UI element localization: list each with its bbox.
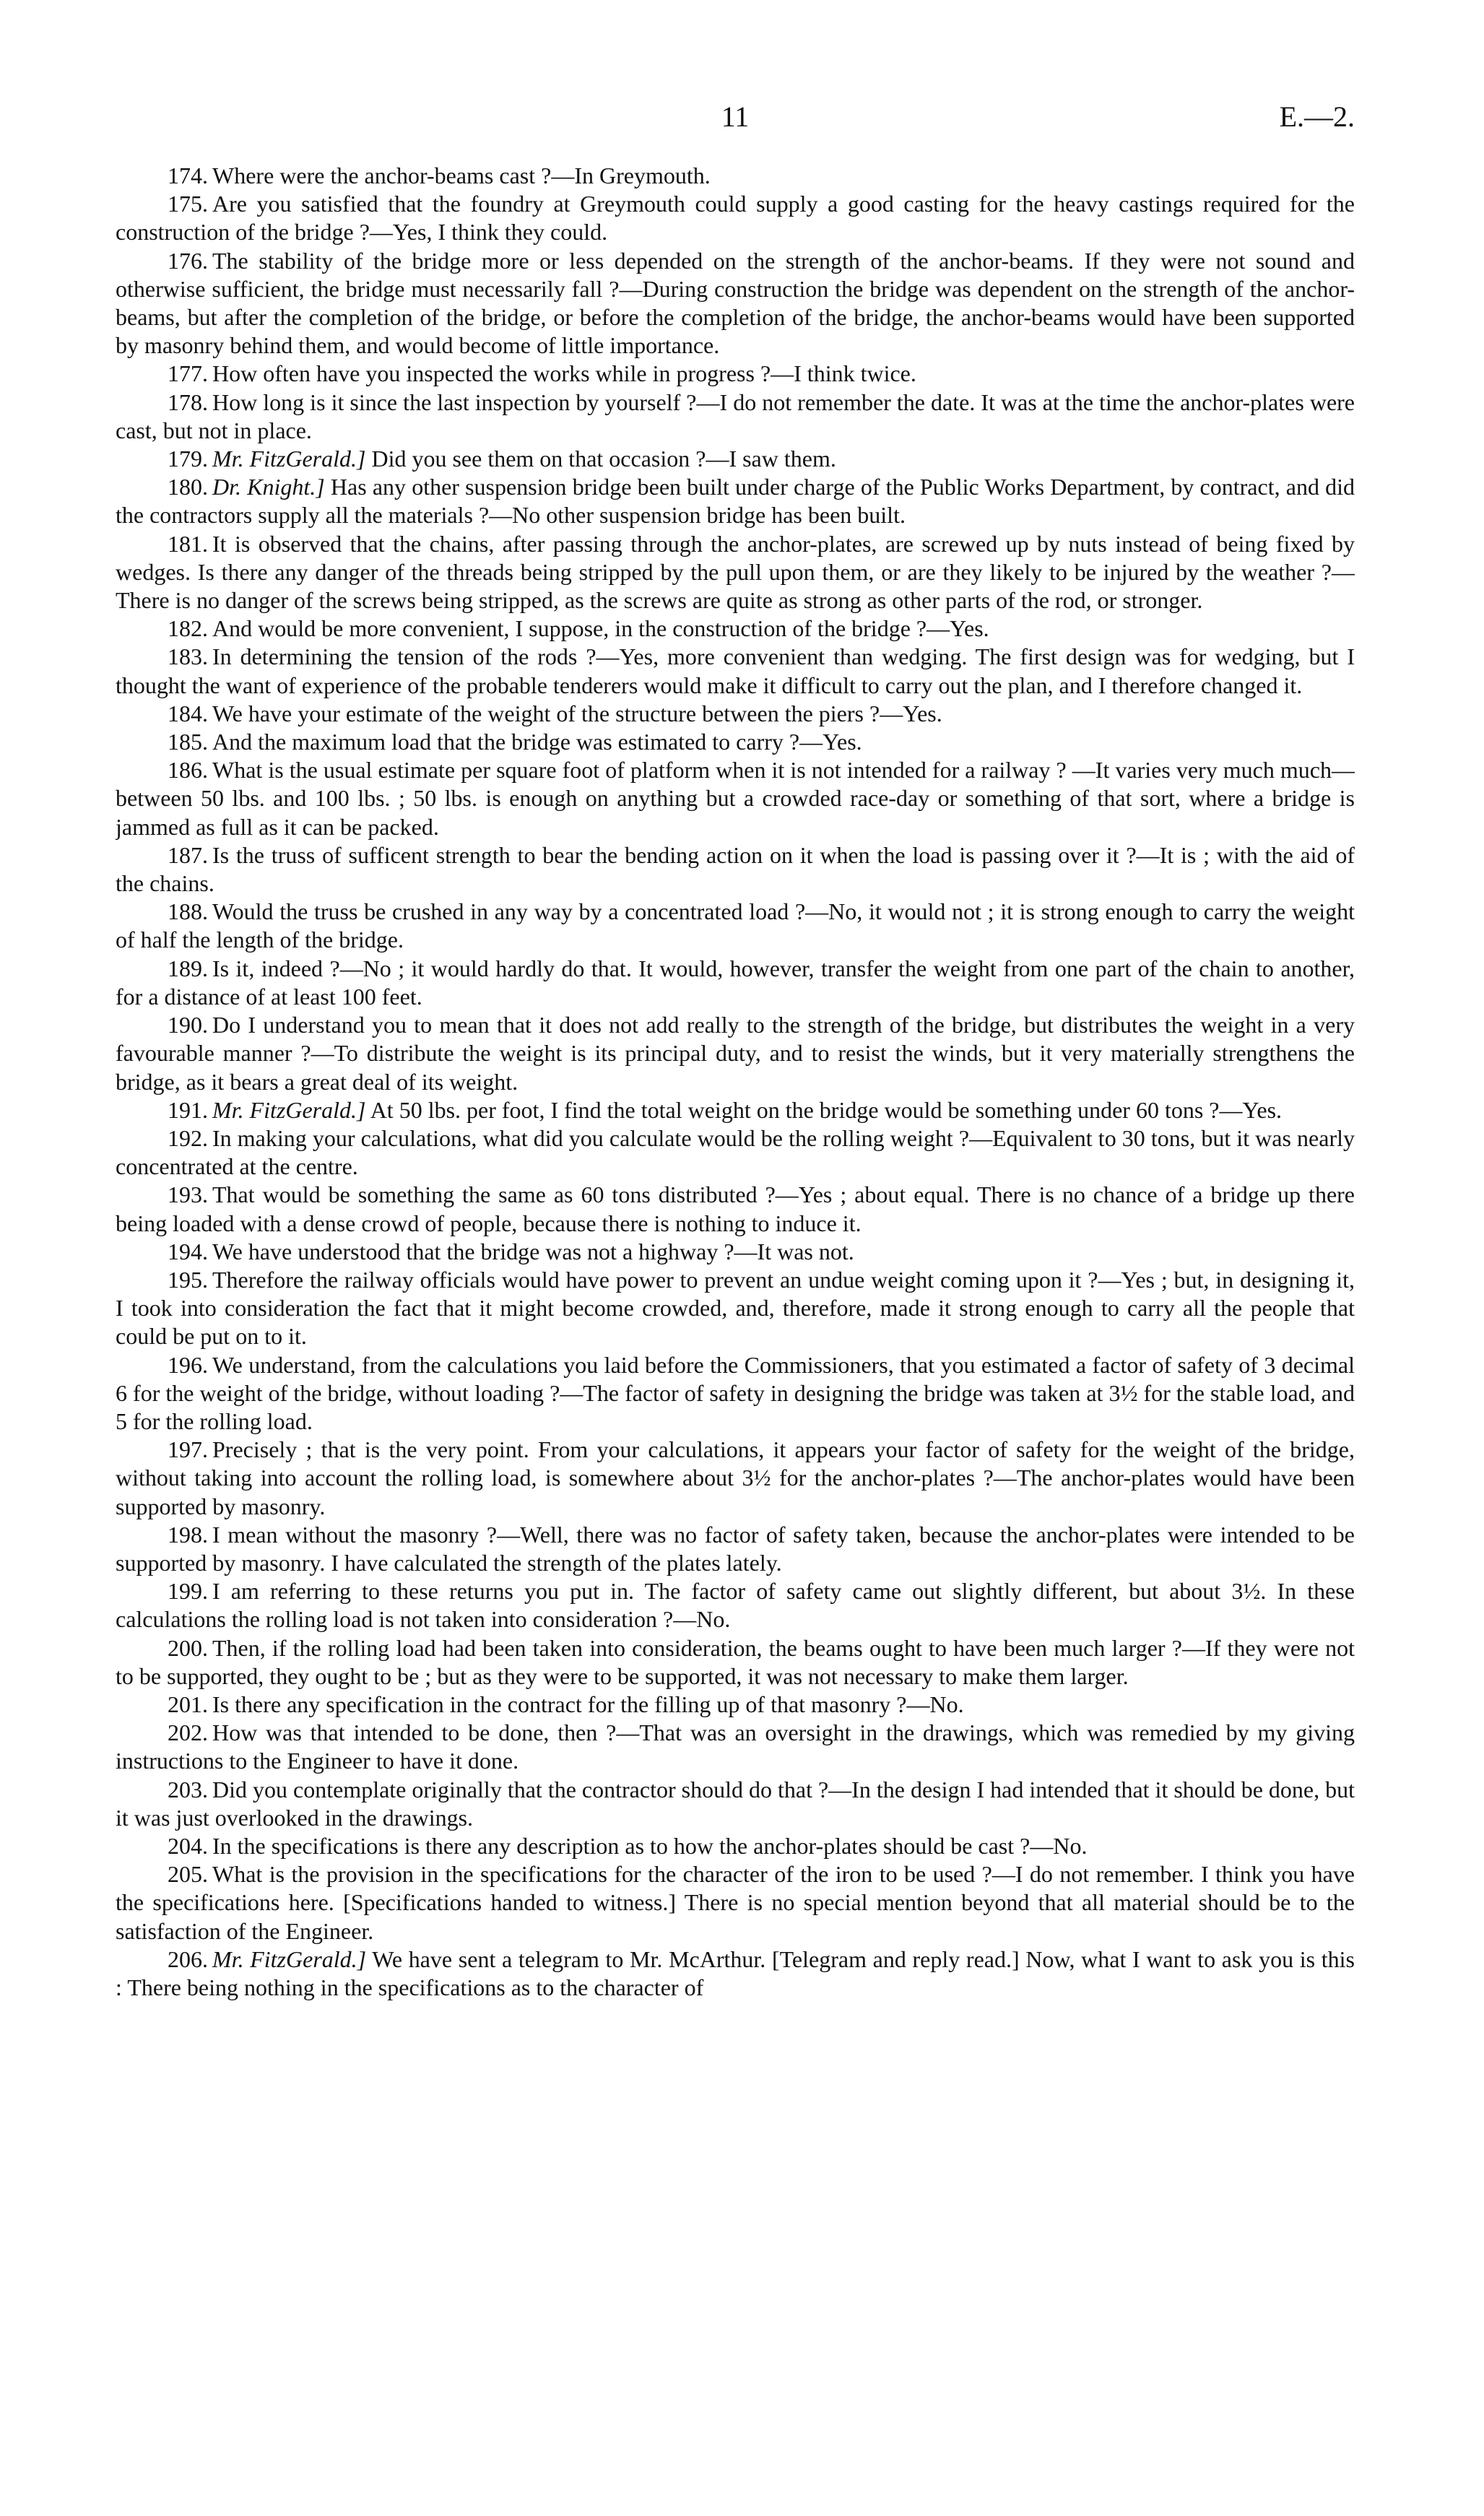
question-text: Did you see them on that occasion ?—I saw them. — [371, 446, 836, 472]
question-text: What is the usual estimate per square foot of platform when it is not intended for a railway ? —It varies very much much—between 50 lbs. and 100 lbs. ; 50 lbs. is enough on anything but a crowded race-day or something of that sort, where a bridge is jammed as full as it can be packed. — [116, 757, 1355, 840]
question-text: We understand, from the calculations you laid before the Commissioners, that you estimated a factor of safety of 3 decimal 6 for the weight of the bridge, without loading ?—The factor of safety in designing the bridge was taken at 3½ for the stable load, and 5 for the rolling load. — [116, 1351, 1355, 1434]
question-number: 189. — [168, 955, 208, 981]
question-text: We have sent a telegram to Mr. McArthur. [Telegram and reply read.] Now, what I want to ask you is this : There being nothing in the specifications as to the character of — [116, 1945, 1355, 2000]
question-paragraph — [116, 530, 1355, 615]
question-text: We have understood that the bridge was not a highway ?—It was not. — [212, 1238, 854, 1264]
question-text: Would the truss be crushed in any way by a concentrated load ?—No, it would not ; it is strong enough to carry the weight of half the length of the bridge. — [116, 898, 1355, 953]
question-text: Precisely ; that is the very point. From your calculations, it appears your factor of safety for the weight of the bridge, without taking into account the rolling load, is somewhere about 3½ for the anchor-plates ?—The anchor-plates would have been supported by masonry. — [116, 1436, 1355, 1519]
question-paragraph — [116, 445, 1355, 473]
question-paragraph — [116, 1351, 1355, 1436]
question-number: 202. — [168, 1719, 208, 1746]
body-text — [116, 162, 1355, 2379]
question-number: 187. — [168, 841, 208, 868]
question-paragraph — [116, 1577, 1355, 1634]
question-text: In the specifications is there any description as to how the anchor-plates should be cast ?—No. — [212, 1832, 1088, 1859]
question-text: I mean without the masonry ?—Well, there was no factor of safety taken, because the anchor-plates were intended to be supported by masonry. I have calculated the strength of the plates lately. — [116, 1521, 1355, 1576]
question-paragraph — [116, 1521, 1355, 1577]
question-text: At 50 lbs. per foot, I find the total weight on the bridge would be something under 60 tons ?—Yes. — [370, 1096, 1283, 1123]
question-paragraph — [116, 1266, 1355, 1351]
question-number: 183. — [168, 643, 208, 670]
question-paragraph — [116, 162, 1355, 190]
question-paragraph — [116, 728, 1355, 756]
question-text: Has any other suspension bridge been built under charge of the Public Works Department, by contract, and did the contractors supply all the materials ?—No other suspension bridge has been built. — [116, 474, 1355, 529]
question-paragraph — [116, 190, 1355, 246]
question-paragraph — [116, 1634, 1355, 1691]
question-text: Then, if the rolling load had been taken into consideration, the beams ought to have been much larger ?—If they were not to be supported, they ought to be ; but as they were to be supported, it was not necessary to make them larger. — [116, 1634, 1355, 1689]
question-paragraph — [116, 1011, 1355, 1096]
question-number: 190. — [168, 1012, 208, 1038]
question-text: How was that intended to be done, then ?—That was an oversight in the drawings, which was remedied by my giving instructions to the Engineer to have it done. — [116, 1719, 1355, 1774]
question-text: We have your estimate of the weight of the structure between the piers ?—Yes. — [212, 700, 942, 726]
question-number: 182. — [168, 615, 208, 642]
question-number: 194. — [168, 1238, 208, 1264]
page-header — [116, 100, 1355, 143]
question-paragraph — [116, 1181, 1355, 1237]
question-number: 174. — [168, 162, 208, 188]
question-text: How often have you inspected the works while in progress ?—I think twice. — [212, 360, 916, 387]
question-text: Is there any specification in the contract for the filling up of that masonry ?—No. — [212, 1691, 964, 1717]
question-number: 197. — [168, 1436, 208, 1463]
question-number: 178. — [168, 389, 208, 415]
speaker-name: Mr. FitzGerald.] — [212, 446, 366, 472]
question-number: 200. — [168, 1634, 208, 1661]
question-number: 180. — [168, 474, 208, 500]
question-text: I am referring to these returns you put in. The factor of safety came out slightly different, but about 3½. In these calculations the rolling load is not taken into consideration ?—No. — [116, 1578, 1355, 1633]
speaker-name: Mr. FitzGerald.] — [212, 1945, 367, 1972]
question-paragraph — [116, 615, 1355, 643]
question-text: Where were the anchor-beams cast ?—In Greymouth. — [212, 162, 711, 188]
question-number: 203. — [168, 1776, 208, 1803]
question-number: 196. — [168, 1351, 208, 1378]
question-paragraph — [116, 1945, 1355, 2002]
question-paragraph — [116, 700, 1355, 728]
question-text: Is it, indeed ?—No ; it would hardly do that. It would, however, transfer the weight from one part of the chain to another, for a distance of at least 100 feet. — [116, 955, 1355, 1010]
question-text: Is the truss of sufficent strength to bear the bending action on it when the load is passing over it ?—It is ; with the aid of the chains. — [116, 841, 1355, 897]
question-paragraph — [116, 1124, 1355, 1181]
question-number: 193. — [168, 1181, 208, 1208]
question-paragraph — [116, 389, 1355, 445]
question-number: 185. — [168, 729, 208, 755]
question-paragraph — [116, 1238, 1355, 1266]
question-number: 198. — [168, 1521, 208, 1548]
series-code: E.—2. — [1279, 100, 1355, 133]
question-text: How long is it since the last inspection by yourself ?—I do not remember the date. It was at the time the anchor-plates were cast, but not in place. — [116, 389, 1355, 443]
question-paragraph — [116, 247, 1355, 360]
question-number: 199. — [168, 1578, 208, 1605]
question-paragraph — [116, 756, 1355, 841]
question-number: 175. — [168, 191, 208, 217]
question-number: 179. — [168, 446, 208, 472]
speaker-name: Mr. FitzGerald.] — [212, 1096, 366, 1123]
question-number: 176. — [168, 247, 208, 274]
question-number: 204. — [168, 1832, 208, 1859]
question-paragraph — [116, 1436, 1355, 1521]
question-paragraph — [116, 841, 1355, 898]
question-number: 192. — [168, 1124, 208, 1151]
question-text: It is observed that the chains, after passing through the anchor-plates, are screwed up by nuts instead of being fixed by wedges. Is there any danger of the threads being stripped by the pull upon them, or are they likely to be injured by the weather ?—There is no danger of the screws being stripped, as the screws are quite as strong as other parts of the rod, or stronger. — [116, 530, 1355, 614]
question-text: Therefore the railway officials would have power to prevent an undue weight coming upon it ?—Yes ; but, in designing it, I took into consideration the fact that it might become crowded, and, therefore, made it strong enough to carry all the people that could be put on to it. — [116, 1266, 1355, 1350]
question-text: That would be something the same as 60 tons distributed ?—Yes ; about equal. There is no chance of a bridge up there being loaded with a dense crowd of people, because there is nothing to induce it. — [116, 1181, 1355, 1236]
question-paragraph — [116, 955, 1355, 1011]
question-text: Do I understand you to mean that it does not add really to the strength of the bridge, but distributes the weight in a very favourable manner ?—To distribute the weight is its principal duty, and to resist the winds, but it very materially strengthens the bridge, as it bears a great deal of its weight. — [116, 1012, 1355, 1095]
question-paragraph — [116, 643, 1355, 699]
speaker-name: Dr. Knight.] — [212, 474, 325, 500]
question-paragraph — [116, 1832, 1355, 1860]
question-number: 201. — [168, 1691, 208, 1717]
question-paragraph — [116, 360, 1355, 388]
question-number: 191. — [168, 1096, 208, 1123]
question-text: And would be more convenient, I suppose, in the construction of the bridge ?—Yes. — [212, 615, 989, 642]
question-number: 188. — [168, 898, 208, 925]
question-text: And the maximum load that the bridge was estimated to carry ?—Yes. — [212, 729, 862, 755]
question-text: In making your calculations, what did you calculate would be the rolling weight ?—Equivalent to 30 tons, but it was nearly concentrated at the centre. — [116, 1124, 1355, 1180]
question-paragraph — [116, 1691, 1355, 1719]
question-text: The stability of the bridge more or less depended on the strength of the anchor-beams. If they were not sound and otherwise sufficient, the bridge must necessarily fall ?—During construction the bridge was dependent on the strength of the anchor-beams, but after the completion of the bridge, or before the completion of the bridge, the anchor-beams would have been supported by masonry behind them, and would become of little importance. — [116, 247, 1355, 359]
question-paragraph — [116, 1860, 1355, 1945]
question-number: 195. — [168, 1266, 208, 1293]
question-number: 205. — [168, 1861, 208, 1888]
question-number: 206. — [168, 1945, 208, 1972]
question-text: In determining the tension of the rods ?—Yes, more convenient than wedging. The first design was for wedging, but I thought the want of experience of the probable tenderers would make it difficult to carry out the plan, and I therefore changed it. — [116, 643, 1355, 698]
question-paragraph — [116, 898, 1355, 954]
question-paragraph — [116, 473, 1355, 529]
question-text: Are you satisfied that the foundry at Greymouth could supply a good casting for the heavy castings required for the construction of the bridge ?—Yes, I think they could. — [116, 191, 1355, 246]
question-number: 181. — [168, 530, 208, 557]
question-number: 186. — [168, 757, 208, 784]
page-number: 11 — [721, 100, 750, 133]
question-paragraph — [116, 1719, 1355, 1775]
question-paragraph — [116, 1096, 1355, 1124]
question-text: What is the provision in the specifications for the character of the iron to be used ?—I do not remember. I think you have the specifications here. [Specifications handed to witness.] There is no special mention beyond that all material should be to the satisfaction of the Engineer. — [116, 1861, 1355, 1944]
question-paragraph — [116, 1776, 1355, 1832]
question-number: 184. — [168, 700, 208, 726]
question-text: Did you contemplate originally that the contractor should do that ?—In the design I had intended that it should be done, but it was just overlooked in the drawings. — [116, 1776, 1355, 1831]
question-number: 177. — [168, 360, 208, 387]
